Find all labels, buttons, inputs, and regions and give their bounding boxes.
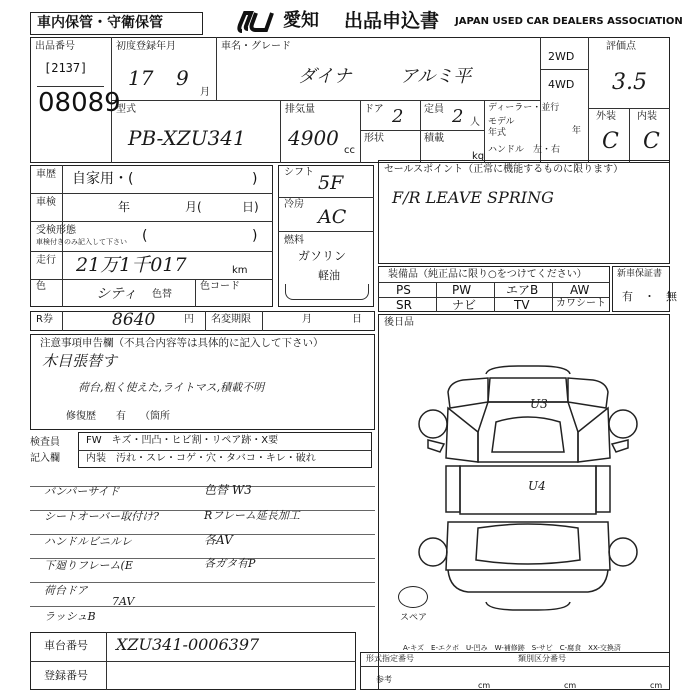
notes-line2: 荷台,粗く使えた,ライトマス,積載不明 (78, 381, 265, 394)
rating-value: 3.5 (612, 70, 647, 95)
history-close: ) (252, 171, 258, 187)
inspector-note-right-5: 7AV (112, 595, 135, 608)
ref-label: 参考 (376, 675, 392, 684)
inspector-note-left-1: バンパーサイド (44, 485, 120, 498)
shift-value: 5F (318, 172, 344, 194)
inspector-interior: 内装 汚れ・スレ・コゲ・穴・タバコ・キレ・破れ (86, 453, 316, 464)
notes-line1: 木目張替す (42, 352, 118, 370)
history-label: 車歴 (36, 169, 56, 180)
ref-cm-3: cm (650, 681, 663, 690)
displacement-label: 排気量 (285, 104, 315, 115)
inspector-label: 検査員 (30, 437, 60, 448)
inspector-note-right-4: 各ガタ有P (204, 557, 256, 570)
mileage-value: 21万1千017 (76, 254, 187, 276)
color-change-label: 色替 (152, 289, 172, 300)
inspection-label: 車検 (36, 197, 56, 208)
rating-label: 評価点 (606, 41, 636, 52)
fuel-label: 燃料 (284, 235, 304, 246)
equip-pw: PW (452, 283, 472, 297)
damage-mark-u4: U4 (528, 479, 546, 493)
dealer-line2: モデル (488, 117, 515, 127)
coupon-value: 8640 (112, 310, 156, 330)
color-label: 色 (36, 281, 46, 292)
doors-label: ドア (364, 104, 384, 115)
model-label: 型式 (116, 104, 136, 115)
exterior-value: C (602, 129, 619, 154)
ac-label: 冷房 (284, 199, 304, 210)
equip-leather: カワシート (556, 298, 606, 309)
load-unit: kg (472, 151, 485, 162)
form-no-label: 形式指定番号 (366, 654, 414, 663)
capacity-unit: 人 (470, 117, 480, 128)
damage-mark-u3: U3 (530, 397, 548, 411)
shape-label: 形状 (364, 133, 384, 144)
equip-navi: ナビ (452, 298, 477, 312)
ref-cm-1: cm (478, 681, 491, 690)
fuel-gasoline: ガソリン (298, 249, 347, 263)
vehicle-label: 車名・グレード (221, 41, 291, 52)
color-code-label: 色コード (200, 281, 240, 292)
name-change-month: 月 (302, 314, 312, 325)
fuel-diesel: 軽油 (318, 269, 340, 282)
displacement-unit: cc (344, 145, 355, 156)
equip-ps: PS (396, 283, 411, 297)
repair-part: （箇所 (140, 411, 170, 422)
reception-close: ) (252, 228, 258, 244)
ref-cm-2: cm (564, 681, 577, 690)
attachment-label: 後日品 (384, 317, 414, 328)
name-change-day: 日 (352, 314, 362, 325)
form-type-label: 類別区分番号 (518, 654, 566, 663)
damage-legend: A-キズ E-エクボ U-凹み W-補修跡 S-サビ C-腐食 XX-交換済 (403, 644, 621, 652)
capacity-label: 定員 (424, 104, 444, 115)
fuel-bracket-icon (285, 284, 369, 300)
registration-label: 初度登録年月 (116, 41, 176, 52)
brand-label: 愛知 (283, 10, 319, 31)
repair-value: 有 (116, 411, 126, 422)
coupon-unit: 円 (184, 314, 194, 325)
plate-label: 登録番号 (44, 669, 88, 682)
coupon-label: R券 (36, 314, 53, 325)
dealer-line3: 年式 (488, 128, 507, 138)
association-name: JAPAN USED CAR DEALERS ASSOCIATION (455, 16, 683, 27)
reception-note: 車検付きのみ記入して下さい (36, 238, 127, 246)
lot-sub: [2137] (44, 61, 88, 75)
lot-number: 08089 (38, 88, 121, 118)
ju-logo (236, 9, 284, 35)
inspector-note-right-3: 各AV (204, 533, 233, 547)
dealer-handle: ハンドル 左・右 (488, 145, 561, 155)
ac-value: AC (318, 206, 347, 228)
displacement-value: 4900 (288, 126, 339, 150)
vehicle-name: ダイナ (298, 66, 352, 87)
inspector-fw: FW キズ・凹凸・ヒビ割・リペア跡・X要 (86, 435, 279, 446)
lot-label: 出品番号 (35, 41, 75, 52)
inspector-note-left-5: 荷台ドア (44, 584, 88, 597)
dealer-year-unit: 年 (572, 126, 582, 136)
inspector-note-left-3: ハンドルビニルレ (44, 535, 132, 548)
vehicle-grade: アルミ平 (400, 66, 472, 87)
sales-point-box (378, 160, 670, 264)
form-title: 出品申込書 (344, 10, 440, 32)
reception-open: ( (142, 228, 148, 244)
reception-label: 受検形態 (36, 225, 76, 236)
doors-value: 2 (392, 106, 404, 127)
drive-2wd: 2WD (548, 50, 575, 63)
warranty-label: 新車保証書 (617, 269, 663, 279)
dealer-line1: ディーラー・並行 (488, 103, 560, 113)
notes-label: 注意事項申告欄（不具合内容等は具体的に記入して下さい） (40, 337, 324, 349)
chassis-value: XZU341-0006397 (116, 635, 260, 654)
inspection-day: 日) (242, 200, 259, 214)
load-label: 積載 (424, 133, 444, 144)
capacity-value: 2 (452, 106, 464, 127)
warranty-options: 有 ・ 無 (622, 290, 677, 303)
name-change-label: 名変期限 (211, 314, 251, 325)
inspector-note-left-2: シートオーバー取付け? (44, 510, 160, 523)
registration-month: 9 (176, 66, 189, 90)
equip-airbag: エアB (506, 283, 539, 297)
repair-label: 修復歴 (66, 411, 96, 422)
inspection-month: 月( (185, 200, 202, 214)
equip-aw: AW (570, 283, 590, 297)
equipment-label: 装備品（純正品に限り○をつけてください） (388, 269, 587, 280)
inspector-label2: 記入欄 (30, 453, 60, 464)
spare-tire-icon (398, 586, 428, 608)
inspector-note-left-6: ラッシュB (44, 610, 96, 623)
inspector-note-right-2: Rフレーム延長加工 (204, 509, 300, 522)
equip-sr: SR (396, 298, 412, 312)
car-diagram (388, 362, 668, 630)
model-value: PB-XZU341 (128, 126, 246, 150)
shift-label: シフト (284, 167, 314, 178)
inspection-year: 年 (118, 200, 131, 214)
chassis-label: 車台番号 (44, 639, 88, 652)
sales-point-label: セールスポイント（正常に機能するものに限ります） (384, 164, 624, 175)
inspector-note-right-1: 色替 W3 (204, 483, 252, 497)
registration-year: 17 (128, 66, 154, 90)
exterior-label: 外装 (596, 111, 616, 122)
drive-4wd: 4WD (548, 78, 575, 91)
equip-tv: TV (514, 298, 530, 312)
spare-label: スペア (400, 613, 428, 623)
mileage-unit: km (232, 265, 248, 276)
color-value: シティ (96, 286, 137, 302)
interior-label: 内装 (637, 111, 657, 122)
history-value: 自家用・( (72, 171, 134, 187)
coupon-row (30, 311, 375, 331)
storage-label: 車内保管・守衛保管 (37, 15, 163, 31)
interior-value: C (643, 129, 660, 154)
inspector-note-left-4: 下廻りフレーム(E (44, 559, 133, 572)
registration-month-unit: 月 (200, 87, 210, 98)
sales-point-text: F/R LEAVE SPRING (392, 188, 554, 207)
mileage-label: 走行 (36, 255, 56, 266)
